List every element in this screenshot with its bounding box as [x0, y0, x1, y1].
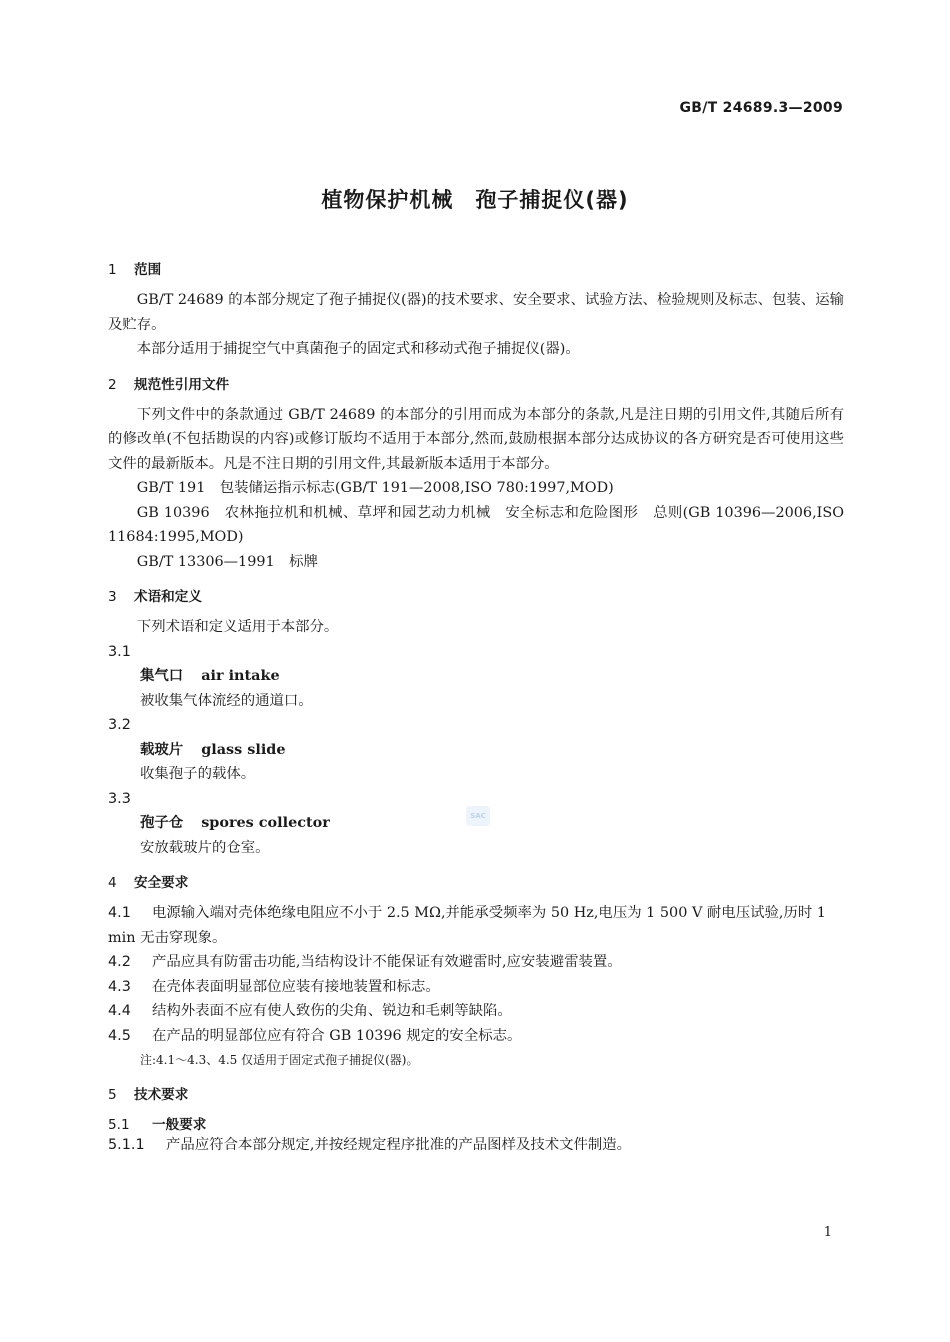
sac-watermark-logo: SAC	[466, 806, 490, 826]
document-body	[108, 258, 844, 1158]
clause-text: 产品应具有防雷击功能,当结构设计不能保证有效避雷时,应安装避雷装置。	[152, 954, 622, 970]
section-5-heading	[108, 1083, 844, 1103]
page-number: 1	[823, 1225, 832, 1240]
section-title: 规范性引用文件	[134, 376, 230, 393]
term-number: 3.1	[108, 643, 131, 660]
clause-number: 4.5	[108, 1027, 131, 1044]
subsection-title: 一般要求	[152, 1117, 207, 1133]
clause	[108, 999, 844, 1024]
reference-item: GB 10396 农林拖拉机和机械、草坪和园艺动力机械 安全标志和危险图形 总则(GB 10396—2006,ISO 11684:1995,MOD)	[108, 504, 844, 545]
note: 注:4.1～4.3、4.5 仅适用于固定式孢子捕捉仪(器)。	[140, 1053, 419, 1067]
reference-item: GB/T 191 包装储运指示标志(GB/T 191—2008,ISO 780:1997,MOD)	[136, 480, 614, 496]
section-1-heading	[108, 258, 844, 278]
paragraph: 下列术语和定义适用于本部分。	[136, 619, 339, 635]
section-3-heading	[108, 585, 844, 605]
term-zh: 载玻片	[140, 741, 184, 758]
term-definition: 被收集气体流经的通道口。	[140, 692, 313, 709]
section-number: 3	[108, 589, 117, 605]
clause-number: 4.2	[108, 954, 131, 970]
clause-number: 4.1	[108, 905, 131, 921]
paragraph: 本部分适用于捕捉空气中真菌孢子的固定式和移动式孢子捕捉仪(器)。	[136, 341, 580, 357]
term-en: air intake	[201, 667, 280, 684]
clause	[108, 975, 844, 1000]
section-2-heading	[108, 373, 844, 393]
term-zh: 孢子仓	[140, 815, 184, 831]
section-number: 1	[108, 262, 117, 278]
term-definition: 收集孢子的载体。	[140, 766, 256, 782]
term-entry	[108, 664, 844, 689]
document-title: 植物保护机械 孢子捕捉仪(器)	[321, 188, 629, 212]
clause	[108, 950, 844, 975]
term-definition: 安放载玻片的仓室。	[140, 839, 270, 856]
paragraph: GB/T 24689 的本部分规定了孢子捕捉仪(器)的技术要求、安全要求、试验方法、检验规则及标志、包装、运输及贮存。	[108, 292, 844, 333]
clause-number: 4.3	[108, 978, 131, 995]
clause-text: 电源输入端对壳体绝缘电阻应不小于 2.5 MΩ,并能承受频率为 50 Hz,电压为 1 500 V 耐电压试验,历时 1 min 无击穿现象。	[108, 905, 826, 946]
clause-number: 5.1.1	[108, 1137, 145, 1153]
subsection-5-1-heading	[108, 1113, 844, 1133]
clause-text: 在壳体表面明显部位应装有接地装置和标志。	[152, 978, 440, 995]
clause-number: 4.4	[108, 1003, 131, 1019]
clause-text: 产品应符合本部分规定,并按经规定程序批准的产品图样及技术文件制造。	[166, 1137, 632, 1153]
clause	[108, 1133, 844, 1158]
clause-text: 在产品的明显部位应有符合 GB 10396 规定的安全标志。	[152, 1027, 522, 1044]
clause-text: 结构外表面不应有使人致伤的尖角、锐边和毛刺等缺陷。	[152, 1003, 512, 1019]
paragraph: 下列文件中的条款通过 GB/T 24689 的本部分的引用而成为本部分的条款,凡是注日期的引用文件,其随后所有的修改单(不包括勘误的内容)或修订版均不适用于本部分,然而,鼓励根据本部分达成协议的各方研究是否可使用这些文件的最新版本。凡是不注日期的引用文件,其最新版本适用于本部分。	[108, 406, 844, 472]
section-title: 技术要求	[134, 1087, 189, 1103]
reference-item: GB/T 13306—1991 标牌	[136, 553, 318, 570]
term-number: 3.2	[108, 717, 131, 733]
section-title: 范围	[134, 262, 162, 278]
clause	[108, 901, 844, 950]
section-title: 安全要求	[134, 875, 189, 891]
term-entry	[108, 738, 844, 763]
section-number: 4	[108, 875, 117, 891]
subsection-number: 5.1	[108, 1117, 130, 1133]
standard-number: GB/T 24689.3—2009	[679, 100, 843, 116]
section-number: 5	[108, 1087, 117, 1103]
term-en: glass slide	[201, 740, 286, 758]
section-title: 术语和定义	[134, 589, 202, 605]
section-number: 2	[108, 376, 117, 393]
clause	[108, 1024, 844, 1049]
term-zh: 集气口	[140, 668, 184, 684]
term-en: spores collector	[201, 814, 330, 831]
section-4-heading	[108, 871, 844, 891]
term-number: 3.3	[108, 790, 131, 807]
